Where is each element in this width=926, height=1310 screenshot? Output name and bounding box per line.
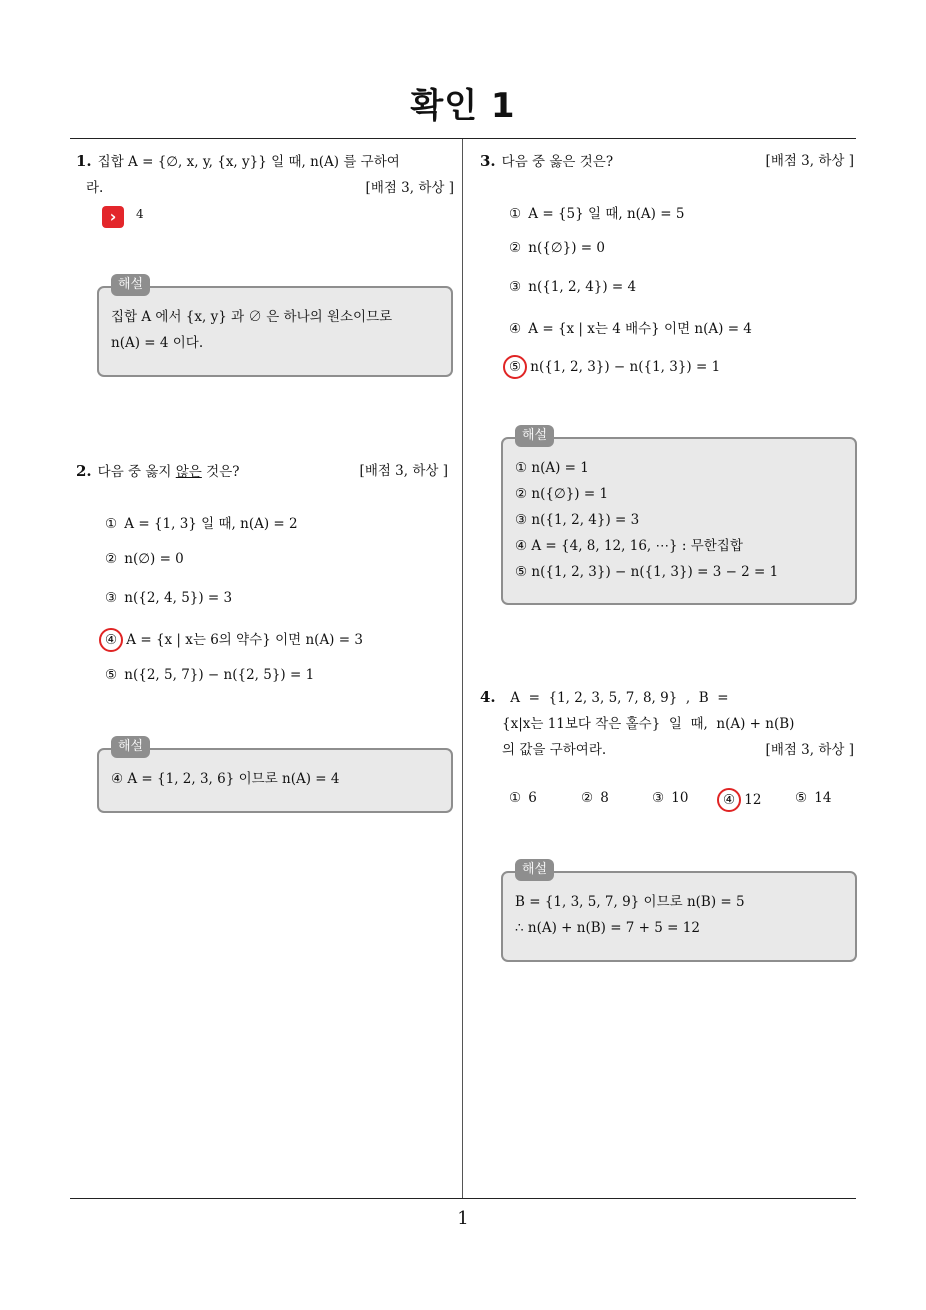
question-number: 2. bbox=[76, 462, 92, 480]
question-text-cont: {x|x는 11보다 작은 홀수} 일 때, n(A) + n(B) bbox=[502, 716, 795, 732]
answer-value: 4 bbox=[136, 207, 144, 221]
question-3 bbox=[480, 148, 854, 175]
solution-line: B = {1, 3, 5, 7, 9} 이므로 n(B) = 5 bbox=[515, 894, 745, 910]
page-number: 1 bbox=[457, 1208, 469, 1229]
question-text: A = {1, 2, 3, 5, 7, 8, 9} , B = bbox=[510, 690, 729, 706]
question-number: 1. bbox=[76, 152, 92, 170]
solution-line: n(A) = 4 이다. bbox=[111, 335, 204, 351]
choice-1[interactable]: ① A = {5} 일 때, n(A) = 5 bbox=[508, 206, 685, 222]
question-text: 것은? bbox=[201, 464, 240, 480]
points-label: [배점 3, 하상 ] bbox=[365, 180, 454, 196]
solution-tag: 해설 bbox=[515, 859, 554, 881]
choice-2[interactable]: ② n({∅}) = 0 bbox=[508, 240, 605, 256]
question-text-underlined: 않은 bbox=[175, 464, 202, 480]
question-4 bbox=[480, 684, 858, 763]
selected-answer-circle-icon: ④ bbox=[717, 788, 741, 812]
choice-1[interactable]: ① A = {1, 3} 일 때, n(A) = 2 bbox=[104, 516, 298, 532]
solution-line: ④ A = {4, 8, 12, 16, ⋯} : 무한집합 bbox=[515, 538, 743, 554]
selected-answer-circle-icon: ④ bbox=[99, 628, 123, 652]
choice-4[interactable]: ④ A = {x | x는 6의 약수} 이면 n(A) = 3 bbox=[102, 628, 363, 652]
solution-line: ④ A = {1, 2, 3, 6} 이므로 n(A) = 4 bbox=[111, 771, 340, 787]
choice-3[interactable]: ③ n({2, 4, 5}) = 3 bbox=[104, 590, 233, 606]
solution-box-4 bbox=[501, 862, 857, 962]
solution-box-2 bbox=[97, 739, 453, 813]
choice-4[interactable]: ④ 12 bbox=[720, 788, 761, 812]
question-1 bbox=[76, 148, 454, 201]
choice-3[interactable]: ③ 10 bbox=[651, 790, 689, 806]
question-text: 다음 중 옳은 것은? bbox=[501, 154, 614, 170]
question-number: 3. bbox=[480, 152, 496, 170]
page-title: 확인 1 bbox=[410, 86, 516, 126]
choice-3[interactable]: ③ n({1, 2, 4}) = 4 bbox=[508, 279, 637, 295]
points-label: [배점 3, 하상 ] bbox=[765, 153, 854, 169]
solution-line: ⑤ n({1, 2, 3}) − n({1, 3}) = 3 − 2 = 1 bbox=[515, 564, 779, 580]
solution-box-1 bbox=[97, 277, 453, 377]
top-rule bbox=[70, 138, 856, 139]
solution-line: ∴ n(A) + n(B) = 7 + 5 = 12 bbox=[515, 920, 700, 936]
question-text-cont: 라. bbox=[86, 180, 104, 196]
selected-answer-circle-icon: ⑤ bbox=[503, 355, 527, 379]
question-number: 4. bbox=[480, 688, 496, 706]
solution-tag: 해설 bbox=[515, 425, 554, 447]
points-label: [배점 3, 하상 ] bbox=[359, 463, 448, 479]
choice-2[interactable]: ② n(∅) = 0 bbox=[104, 551, 184, 567]
question-2 bbox=[76, 458, 448, 485]
choice-1[interactable]: ① 6 bbox=[508, 790, 537, 806]
points-label: [배점 3, 하상 ] bbox=[765, 742, 854, 758]
question-text: 집합 A = {∅, x, y, {x, y}} 일 때, n(A) 를 구하여 bbox=[97, 154, 400, 170]
bottom-rule bbox=[70, 1198, 856, 1199]
answer-arrow-icon: › bbox=[102, 206, 124, 228]
solution-line: ② n({∅}) = 1 bbox=[515, 486, 609, 502]
choice-4[interactable]: ④ A = {x | x는 4 배수} 이면 n(A) = 4 bbox=[508, 321, 752, 337]
choice-5[interactable]: ⑤ 14 bbox=[794, 790, 832, 806]
question-text: 다음 중 옳지 bbox=[97, 464, 176, 480]
choice-5[interactable]: ⑤ n({2, 5, 7}) − n({2, 5}) = 1 bbox=[104, 667, 315, 683]
column-divider bbox=[462, 139, 463, 1198]
solution-tag: 해설 bbox=[111, 736, 150, 758]
question-text-cont: 의 값을 구하여라. bbox=[502, 742, 607, 758]
choice-5[interactable]: ⑤ n({1, 2, 3}) − n({1, 3}) = 1 bbox=[506, 355, 720, 379]
solution-line: ③ n({1, 2, 4}) = 3 bbox=[515, 512, 640, 528]
choice-2[interactable]: ② 8 bbox=[580, 790, 609, 806]
solution-line: 집합 A 에서 {x, y} 과 ∅ 은 하나의 원소이므로 bbox=[111, 309, 393, 325]
solution-tag: 해설 bbox=[111, 274, 150, 296]
solution-line: ① n(A) = 1 bbox=[515, 460, 589, 476]
solution-box-3 bbox=[501, 428, 857, 605]
